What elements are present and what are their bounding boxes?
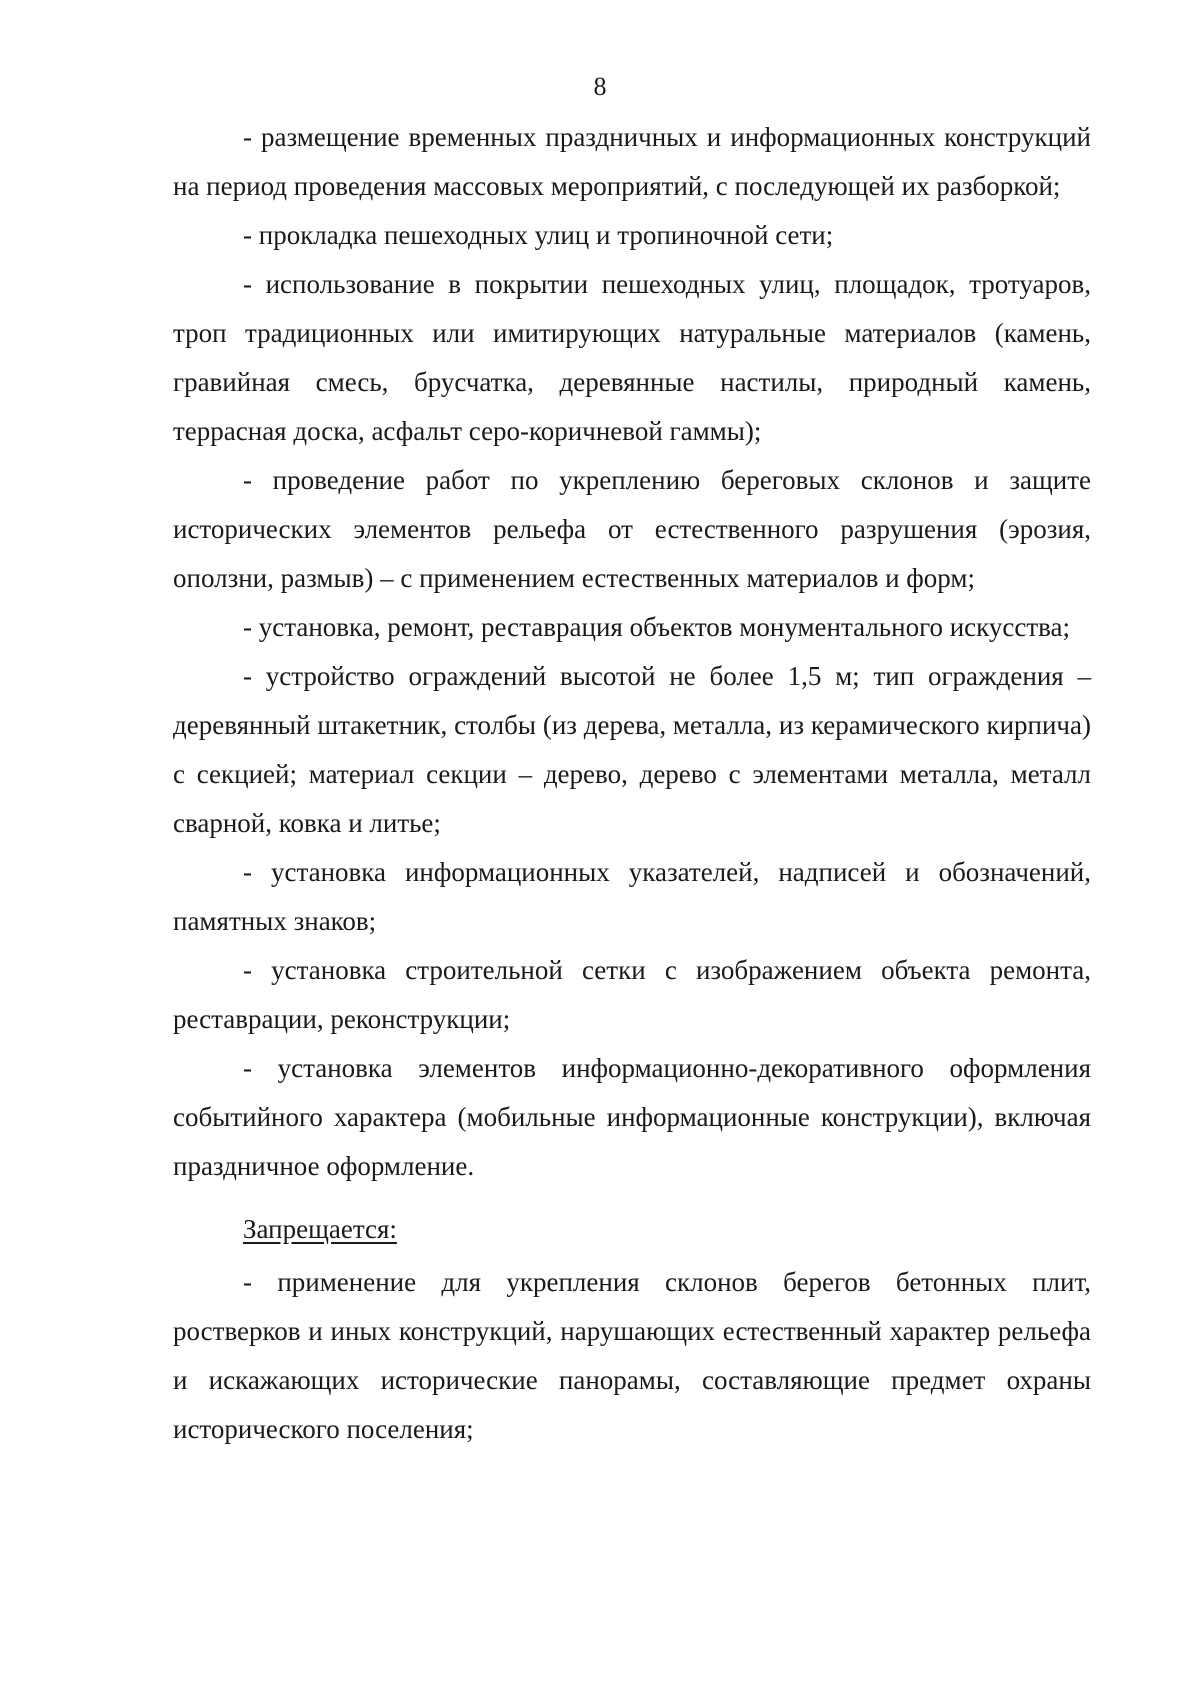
paragraph-prohibited-concrete-slabs: - применение для укрепления склонов берегов бетонных плит, ростверков и иных конструкций, нарушающих естественный характер рельефа и искажающих исторические панорамы, составляющие предмет охраны исторического поселения; [173,1267,1091,1444]
document-body [173,113,1091,1454]
paragraph-temporary-structures: - размещение временных праздничных и информационных конструкций на период проведения массовых мероприятий, с последующей их разборкой; [173,122,1091,201]
paragraph-slope-reinforcement: - проведение работ по укреплению береговых склонов и защите исторических элементов рельефа от естественного разрушения (эрозия, оползни, размыв) – с применением естественных материалов и форм; [173,465,1091,593]
page-number: 8 [593,72,607,101]
prohibited-heading: Запрещается: [243,1214,397,1244]
paragraph-fences: - устройство ограждений высотой не более 1,5 м; тип ограждения – деревянный штакетник, столбы (из дерева, металла, из керамического кирпича) с секцией; материал секции – дерево, дерево с элементами металла, металл сварной, ковка и литье; [173,661,1091,838]
paragraph-monumental-art: - установка, ремонт, реставрация объектов монументального искусства; [243,612,1071,642]
paragraph-decorative-elements: - установка элементов информационно-декоративного оформления событийного характера (мобильные информационные конструкции), включая праздничное оформление. [173,1053,1091,1181]
paragraph-information-signs: - установка информационных указателей, надписей и обозначений, памятных знаков; [173,857,1091,936]
paragraph-paving-materials: - использование в покрытии пешеходных улиц, площадок, тротуаров, троп традиционных или имитирующих натуральные материалов (камень, гравийная смесь, брусчатка, деревянные настилы, природный камень, террасная доска, асфальт серо-коричневой гаммы); [173,269,1091,446]
paragraph-construction-mesh: - установка строительной сетки с изображением объекта ремонта, реставрации, реконструкции; [173,955,1091,1034]
prohibited-heading-line [173,1205,1091,1254]
paragraph-pedestrian-streets: - прокладка пешеходных улиц и тропиночной сети; [243,220,834,250]
